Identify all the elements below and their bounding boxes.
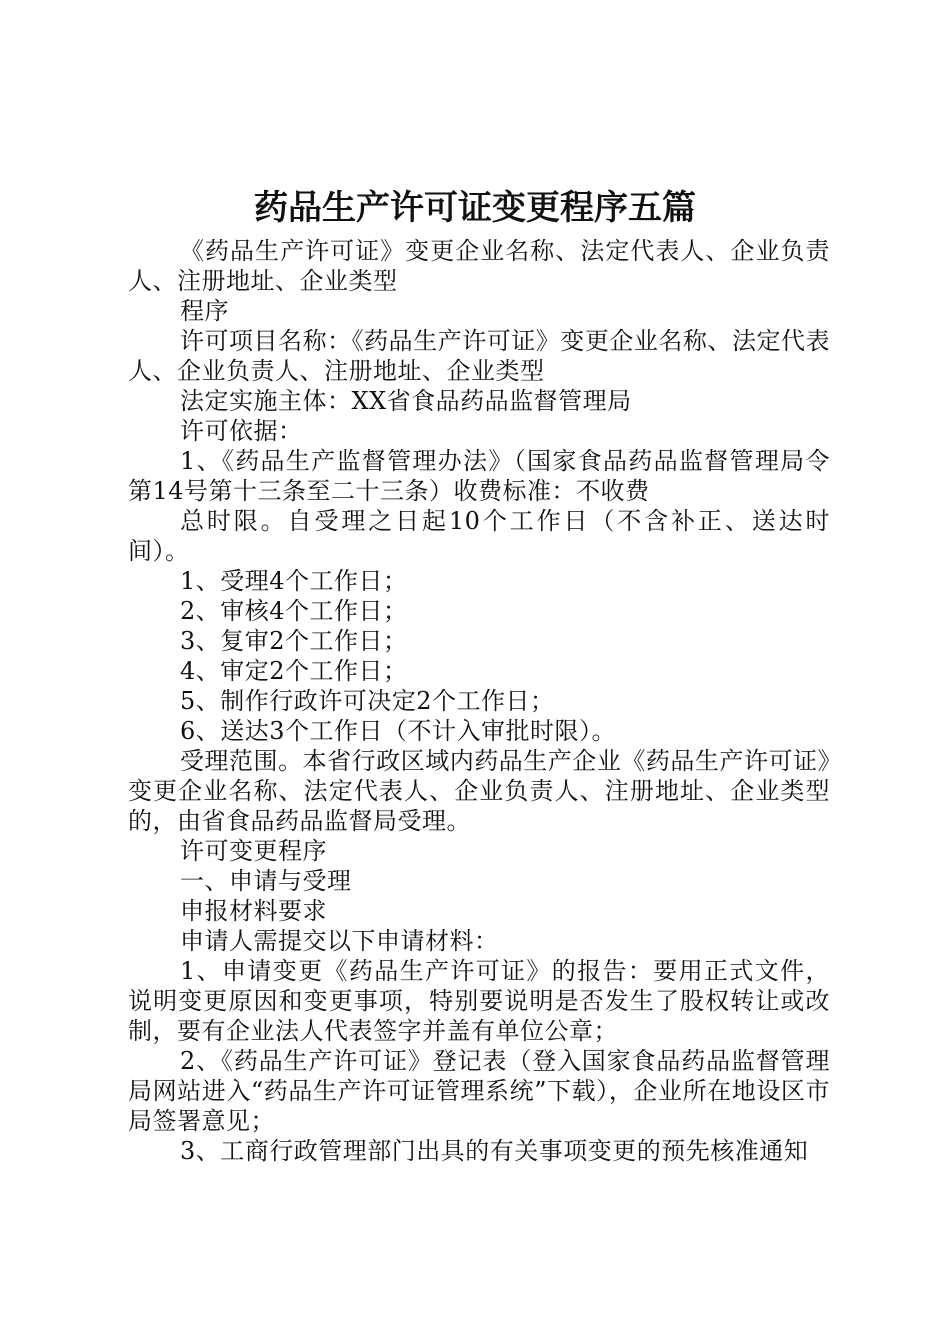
- paragraph: 5、制作行政许可决定2个工作日；: [180, 687, 555, 715]
- document-title: 药品生产许可证变更程序五篇: [254, 188, 696, 228]
- paragraph: 1、受理4个工作日；: [180, 567, 408, 595]
- paragraph: 《药品生产许可证》变更企业名称、法定代表人、企业负责人、注册地址、企业类型: [128, 237, 830, 295]
- paragraph: 受理范围。本省行政区域内药品生产企业《药品生产许可证》变更企业名称、法定代表人、企业负责人、注册地址、企业类型的，由省食品药品监督局受理。: [128, 747, 830, 835]
- document-body: [128, 236, 830, 1166]
- paragraph: 4、审定2个工作日；: [180, 657, 408, 685]
- paragraph: 1、申请变更《药品生产许可证》的报告：要用正式文件，说明变更原因和变更事项，特别要说明是否发生了股权转让或改制，要有企业法人代表签字并盖有单位公章；: [128, 957, 830, 1045]
- paragraph: 程序: [180, 297, 229, 325]
- paragraph: 许可项目名称：《药品生产许可证》变更企业名称、法定代表人、企业负责人、注册地址、企业类型: [128, 327, 830, 385]
- paragraph: 6、送达3个工作日（不计入审批时限）。: [180, 717, 617, 745]
- paragraph: 许可变更程序: [180, 837, 327, 865]
- paragraph: 3、工商行政管理部门出具的有关事项变更的预先核准通知: [180, 1137, 809, 1165]
- paragraph: 法定实施主体：XX省食品药品监督管理局: [180, 387, 632, 415]
- paragraph: 3、复审2个工作日；: [180, 627, 408, 655]
- paragraph: 许可依据：: [180, 417, 303, 445]
- paragraph: 申报材料要求: [180, 897, 327, 925]
- paragraph: 一、申请与受理: [180, 867, 352, 895]
- paragraph: 1、《药品生产监督管理办法》（国家食品药品监督管理局令第14号第十三条至二十三条）收费标准：不收费: [128, 447, 830, 505]
- paragraph: 2、《药品生产许可证》登记表（登入国家食品药品监督管理局网站进入“药品生产许可证管理系统”下载），企业所在地设区市局签署意见；: [128, 1047, 830, 1135]
- paragraph: 申请人需提交以下申请材料：: [180, 927, 499, 955]
- paragraph: 总时限。自受理之日起10个工作日（不含补正、送达时间）。: [128, 507, 830, 565]
- paragraph: 2、审核4个工作日；: [180, 597, 408, 625]
